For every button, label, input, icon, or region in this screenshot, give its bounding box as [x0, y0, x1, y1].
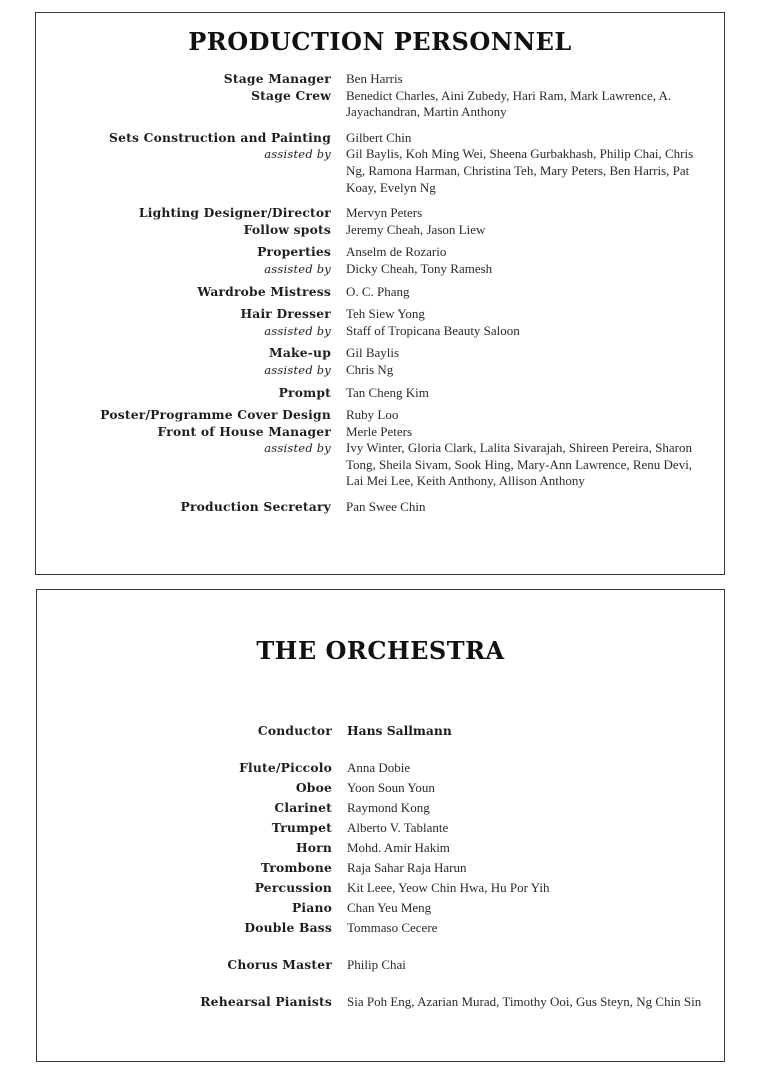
assisted-by-label: assisted by — [264, 362, 331, 377]
conductor-name: Hans Sallmann — [347, 723, 452, 738]
names-value: Raja Sahar Raja Harun — [347, 860, 467, 876]
names-value: Philip Chai — [347, 956, 406, 972]
names-value: Sia Poh Eng, Azarian Murad, Timothy Ooi, Gus Steyn, Ng Chin Sin — [347, 993, 702, 1009]
names-value: Benedict Charles, Aini Zubedy, Hari Ram, Mark Lawrence, A. Jayachandran, Martin Anthony — [346, 87, 672, 120]
names-value: Pan Swee Chin — [346, 499, 426, 515]
assistant-names: Chris Ng — [346, 361, 394, 377]
role-label: Flute/Piccolo — [239, 759, 332, 775]
names-value — [347, 723, 724, 740]
names-value: Raymond Kong — [347, 799, 430, 815]
names-value — [346, 424, 724, 490]
role-label — [36, 306, 346, 339]
names-value: Chan Yeu Meng — [347, 900, 432, 916]
player-entry — [37, 820, 724, 837]
assisted-by-label: assisted by — [264, 323, 331, 338]
names-value — [346, 345, 724, 378]
role-label: Trumpet — [271, 819, 332, 835]
names-value: Mohd. Amir Hakim — [347, 839, 450, 855]
assisted-by-label: assisted by — [264, 261, 331, 276]
role-label: Follow spots — [243, 221, 331, 237]
assisted-by-label: assisted by — [264, 441, 331, 456]
names-value: Tommaso Cecere — [347, 920, 438, 936]
credit-entry — [36, 130, 724, 196]
credit-entry — [36, 424, 724, 490]
credit-entry — [36, 71, 724, 88]
assistant-names: Gil Baylis, Koh Ming Wei, Sheena Gurbakhash, Philip Chai, Chris Ng, Ramona Harman, Christina Teh, Mary Peters, Ben Harris, Pat Koay, Evelyn Ng — [346, 146, 694, 195]
orchestra-title: THE ORCHESTRA — [256, 636, 505, 665]
role-label: Oboe — [295, 779, 332, 795]
role-title: Hair Dresser — [240, 306, 331, 322]
credit-entry — [36, 244, 724, 277]
assistant-names: Dicky Cheah, Tony Ramesh — [346, 260, 493, 276]
player-entry — [37, 860, 724, 877]
role-label: Chorus Master — [227, 956, 332, 972]
names-value: Alberto V. Tablante — [347, 819, 449, 835]
player-entry — [37, 840, 724, 857]
credit-entry — [36, 499, 724, 516]
rehearsal-pianists-entry — [37, 994, 724, 1011]
role-label: Production Secretary — [180, 499, 331, 515]
role-label: Rehearsal Pianists — [200, 993, 332, 1009]
assistant-names: Ivy Winter, Gloria Clark, Lalita Sivarajah, Shireen Pereira, Sharon Tong, Sheila Sivam, Sook Hing, Mary-Ann Lawrence, Renu Devi, Lai Mei Lee, Keith Anthony, Allison Anthony — [346, 440, 693, 489]
player-entry — [37, 900, 724, 917]
role-title: Sets Construction and Painting — [109, 129, 331, 145]
names-value: Tan Cheng Kim — [346, 384, 429, 400]
role-title: Make-up — [269, 345, 331, 361]
names-value: Mervyn Peters — [346, 205, 423, 221]
credit-entry — [36, 306, 724, 339]
orchestra-list — [37, 723, 724, 1010]
player-entry — [37, 880, 724, 897]
credit-entry — [36, 88, 724, 121]
lead-name: Merle Peters — [346, 423, 413, 439]
role-title: Properties — [257, 244, 331, 260]
conductor-entry — [37, 723, 724, 740]
lead-name: Gil Baylis — [346, 345, 400, 361]
role-label: Trombone — [260, 860, 332, 876]
player-entry — [37, 780, 724, 797]
role-label: Piano — [291, 900, 332, 916]
names-value — [346, 130, 724, 196]
role-label: Poster/Programme Cover Design — [100, 407, 331, 423]
player-entry — [37, 920, 724, 937]
role-label: Percussion — [254, 880, 332, 896]
role-label: Horn — [295, 839, 332, 855]
role-label: Lighting Designer/Director — [138, 205, 331, 221]
role-label — [36, 130, 346, 196]
role-label: Wardrobe Mistress — [197, 283, 331, 299]
role-label — [36, 424, 346, 490]
role-label: Clarinet — [274, 799, 332, 815]
lead-name: Anselm de Rozario — [346, 244, 447, 260]
role-label: Double Bass — [244, 920, 332, 936]
credit-entry — [36, 205, 724, 222]
credit-entry — [36, 222, 724, 239]
production-personnel-title: PRODUCTION PERSONNEL — [188, 27, 572, 56]
names-value: Ruby Loo — [346, 407, 399, 423]
personnel-list — [36, 71, 724, 516]
names-value: Kit Leee, Yeow Chin Hwa, Hu Por Yih — [347, 880, 550, 896]
lead-name: Gilbert Chin — [346, 129, 412, 145]
orchestra-panel — [36, 589, 725, 1062]
names-value: O. C. Phang — [346, 283, 410, 299]
role-title: Front of House Manager — [157, 423, 331, 439]
names-value: Ben Harris — [346, 71, 403, 86]
role-label — [36, 345, 346, 378]
credit-entry — [36, 407, 724, 424]
credit-entry — [36, 284, 724, 301]
credit-entry — [36, 385, 724, 402]
names-value: Yoon Soun Youn — [347, 779, 435, 795]
names-value — [346, 306, 724, 339]
names-value: Jeremy Cheah, Jason Liew — [346, 221, 486, 237]
lead-name: Teh Siew Yong — [346, 306, 425, 322]
names-value — [346, 244, 724, 277]
assistant-names: Staff of Tropicana Beauty Saloon — [346, 322, 520, 338]
role-label: Stage Crew — [251, 87, 331, 103]
role-label — [36, 244, 346, 277]
assisted-by-label: assisted by — [264, 147, 331, 162]
player-entry — [37, 760, 724, 777]
role-label: Stage Manager — [223, 71, 331, 86]
names-value: Anna Dobie — [347, 759, 411, 775]
player-entry — [37, 800, 724, 817]
credit-entry — [36, 345, 724, 378]
role-label: Prompt — [278, 384, 331, 400]
role-label: Conductor — [257, 723, 332, 738]
production-personnel-panel — [35, 12, 725, 575]
chorus-master-entry — [37, 957, 724, 974]
